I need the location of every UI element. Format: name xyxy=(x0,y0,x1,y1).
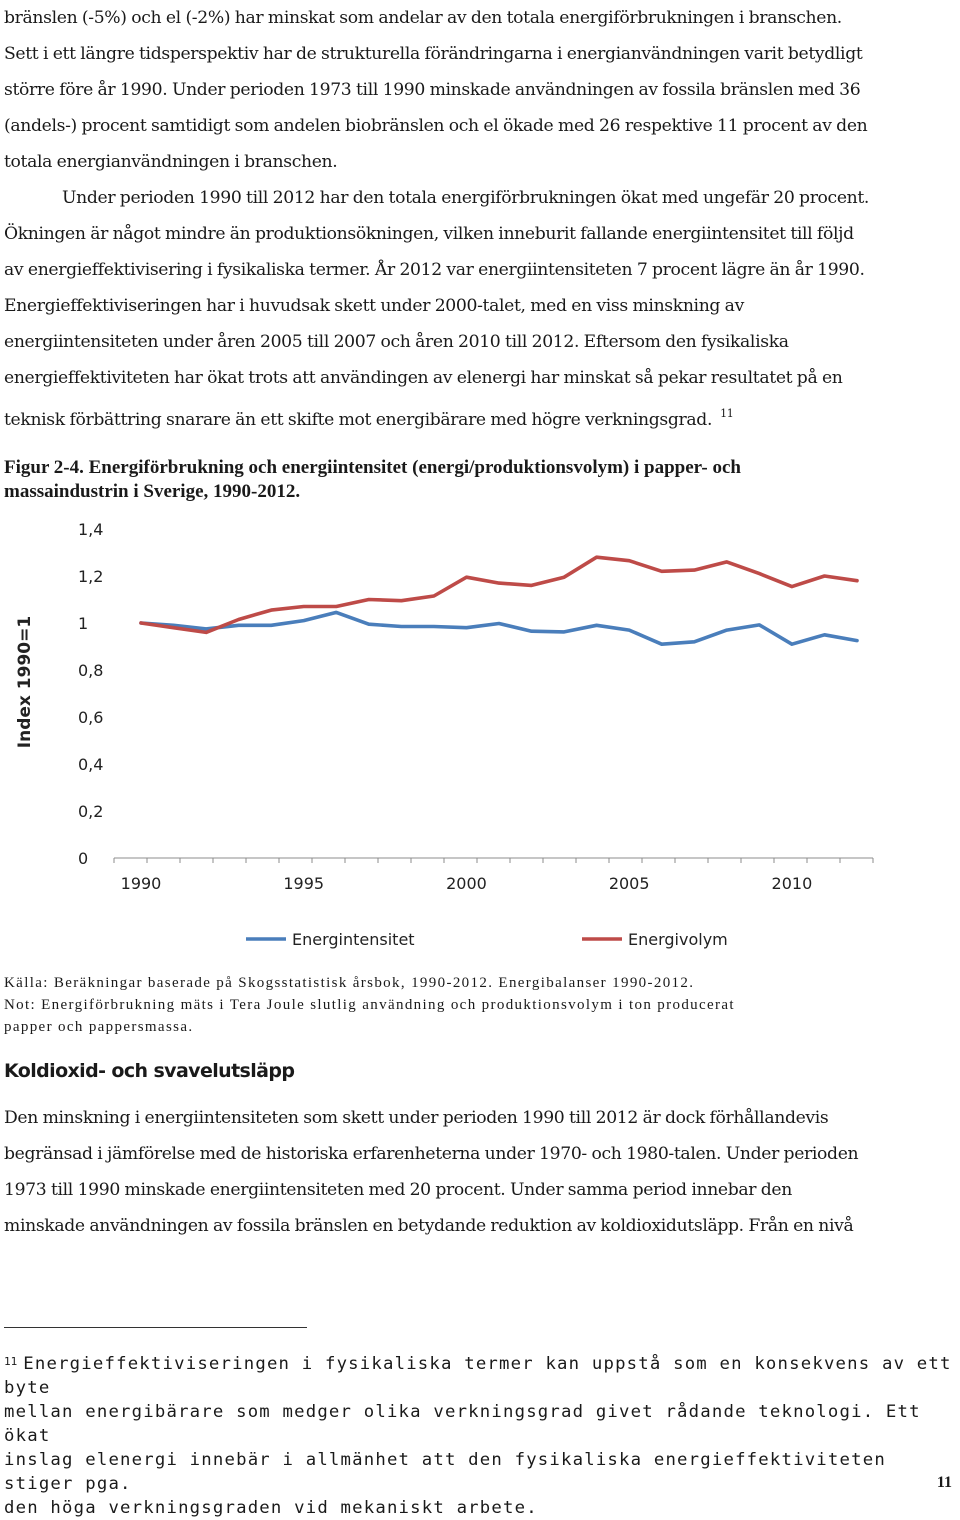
data-point xyxy=(368,623,370,625)
text-line: Den minskning i energiintensiteten som skett under perioden 1990 till 2012 är dock förhållandevis xyxy=(4,1108,829,1128)
data-point xyxy=(433,595,435,597)
x-tick-label: 2000 xyxy=(446,874,487,893)
series-lines xyxy=(140,556,858,645)
y-tick-label: 0,2 xyxy=(78,802,104,821)
y-axis-label-group xyxy=(15,616,35,748)
data-point xyxy=(465,576,467,578)
y-tick-label: 0,4 xyxy=(78,755,104,774)
data-point xyxy=(368,598,370,600)
legend-label: Energivolym xyxy=(628,930,728,949)
data-point xyxy=(595,556,597,558)
text-line: Ökningen är något mindre än produktionsökningen, vilken inneburit fallande energiintensitet till följd xyxy=(4,224,854,244)
data-point xyxy=(205,631,207,633)
text-line: bränslen (-5%) och el (-2%) har minskat som andelar av den totala energiförbrukningen i branschen. xyxy=(4,8,842,28)
legend-label: Energintensitet xyxy=(292,930,415,949)
body-text-bottom xyxy=(4,1100,956,1244)
series-line-energivolym xyxy=(141,557,857,632)
data-point xyxy=(758,572,760,574)
data-point xyxy=(303,605,305,607)
data-point xyxy=(628,629,630,631)
data-point xyxy=(237,618,239,620)
footnote-line: den höga verkningsgraden vid mekaniskt arbete. xyxy=(4,1498,538,1518)
data-point xyxy=(140,622,142,624)
text-line: begränsad i jämförelse med de historiska erfarenheterna under 1970- och 1980-talen. Under perioden xyxy=(4,1144,859,1164)
data-point xyxy=(595,624,597,626)
footnote-text: Energieffektiviseringen i fysikaliska termer kan uppstå som en konsekvens av ett byte xyxy=(4,1354,952,1398)
data-point xyxy=(563,576,565,578)
y-tick-label: 0,6 xyxy=(78,708,104,727)
footnote-number: 11 xyxy=(4,1355,18,1368)
data-point xyxy=(400,625,402,627)
text-line: minskade användningen av fossila bränslen en betydande reduktion av koldioxidutsläpp. Från en nivå xyxy=(4,1216,854,1236)
text-line: Energieffektiviseringen har i huvudsak skett under 2000-talet, med en viss minskning av xyxy=(4,296,744,316)
data-point xyxy=(693,641,695,643)
figure-source xyxy=(4,972,944,1038)
data-point xyxy=(726,561,728,563)
data-point xyxy=(335,605,337,607)
data-point xyxy=(465,627,467,629)
y-tick-labels xyxy=(78,520,103,868)
data-point xyxy=(303,619,305,621)
data-point xyxy=(726,629,728,631)
legend xyxy=(246,930,728,949)
text-line: Under perioden 1990 till 2012 har den totala energiförbrukningen ökat med ungefär 20 procent. xyxy=(62,188,870,208)
footnote-separator xyxy=(4,1327,307,1328)
y-tick-label: 0 xyxy=(78,849,89,868)
footnote-line: inslag elenergi innebär i allmänhet att den fysikaliska energieffektiviteten stiger pga. xyxy=(4,1450,886,1494)
note-line: Not: Energiförbrukning mäts i Tera Joule slutlig användning och produktionsvolym i ton producerat xyxy=(4,997,735,1013)
text-line: 1973 till 1990 minskade energiintensiteten med 20 procent. Under samma period innebar den xyxy=(4,1180,792,1200)
data-point xyxy=(693,569,695,571)
text-line: energiintensiteten under åren 2005 till 2007 och åren 2010 till 2012. Eftersom den fysikaliska xyxy=(4,332,789,352)
figure-caption-line: Figur 2-4. Energiförbrukning och energiintensitet (energi/produktionsvolym) i papper- och xyxy=(4,457,741,478)
page-number: 11 xyxy=(936,1474,952,1491)
data-point xyxy=(237,624,239,626)
footnote-line: mellan energibärare som medger olika verkningsgrad givet rådande teknologi. Ett ökat xyxy=(4,1402,921,1446)
y-axis-label: Index 1990=1 xyxy=(15,615,35,749)
text-line: större före år 1990. Under perioden 1973 till 1990 minskade användningen av fossila bränslen med 36 xyxy=(4,80,861,100)
text-line: av energieffektivisering i fysikaliska termer. År 2012 var energiintensiteten 7 procent lägre än år 1990. xyxy=(4,260,865,280)
y-tick-label: 1,2 xyxy=(78,567,104,586)
line-chart xyxy=(0,512,960,962)
data-point xyxy=(661,643,663,645)
source-line: Källa: Beräkningar baserade på Skogsstatistisk årsbok, 1990-2012. Energibalanser 1990-2012. xyxy=(4,975,695,991)
x-tick-label: 1995 xyxy=(283,874,325,893)
text-line: totala energianvändningen i branschen. xyxy=(4,152,338,172)
x-tick-label: 1990 xyxy=(120,874,162,893)
data-point xyxy=(856,639,858,641)
data-point xyxy=(823,575,825,577)
figure-caption xyxy=(4,456,904,504)
data-point xyxy=(856,580,858,582)
text-line: Sett i ett längre tidsperspektiv har de strukturella förändringarna i energianvändningen varit betydligt xyxy=(4,44,863,64)
footnote-reference[interactable]: 11 xyxy=(720,407,734,420)
data-point xyxy=(205,628,207,630)
footnote-line xyxy=(4,1350,954,1400)
data-point xyxy=(791,643,793,645)
data-point xyxy=(758,624,760,626)
data-point xyxy=(270,609,272,611)
data-point xyxy=(270,624,272,626)
data-point xyxy=(791,585,793,587)
data-point xyxy=(823,634,825,636)
x-axis xyxy=(114,858,873,893)
figure-caption-line: massaindustrin i Sverige, 1990-2012. xyxy=(4,481,301,502)
y-tick-label: 1 xyxy=(78,614,89,633)
data-point xyxy=(530,584,532,586)
text-line: (andels-) procent samtidigt som andelen biobränslen och el ökade med 26 respektive 11 procent av den xyxy=(4,116,868,136)
text-line: energieffektiviteten har ökat trots att användingen av elenergi har minskat så pekar resultatet på en xyxy=(4,368,843,388)
x-tick-label: 2005 xyxy=(608,874,650,893)
data-point xyxy=(400,599,402,601)
text-line-with-footnote xyxy=(4,396,956,438)
body-text-top xyxy=(4,0,956,438)
section-heading: Koldioxid- och svavelutsläpp xyxy=(4,1060,295,1082)
data-point xyxy=(433,625,435,627)
y-tick-label: 1,4 xyxy=(78,520,104,539)
data-point xyxy=(628,560,630,562)
data-point xyxy=(498,622,500,624)
data-point xyxy=(172,627,174,629)
data-point xyxy=(661,570,663,572)
footnote xyxy=(4,1350,954,1520)
data-point xyxy=(335,611,337,613)
data-point xyxy=(563,631,565,633)
data-point xyxy=(498,582,500,584)
text-line: teknisk förbättring snarare än ett skifte mot energibärare med högre verkningsgrad. xyxy=(4,410,713,430)
x-tick-label: 2010 xyxy=(771,874,813,893)
data-point xyxy=(530,630,532,632)
y-tick-label: 0,8 xyxy=(78,661,104,680)
note-line: papper och pappersmassa. xyxy=(4,1019,194,1035)
